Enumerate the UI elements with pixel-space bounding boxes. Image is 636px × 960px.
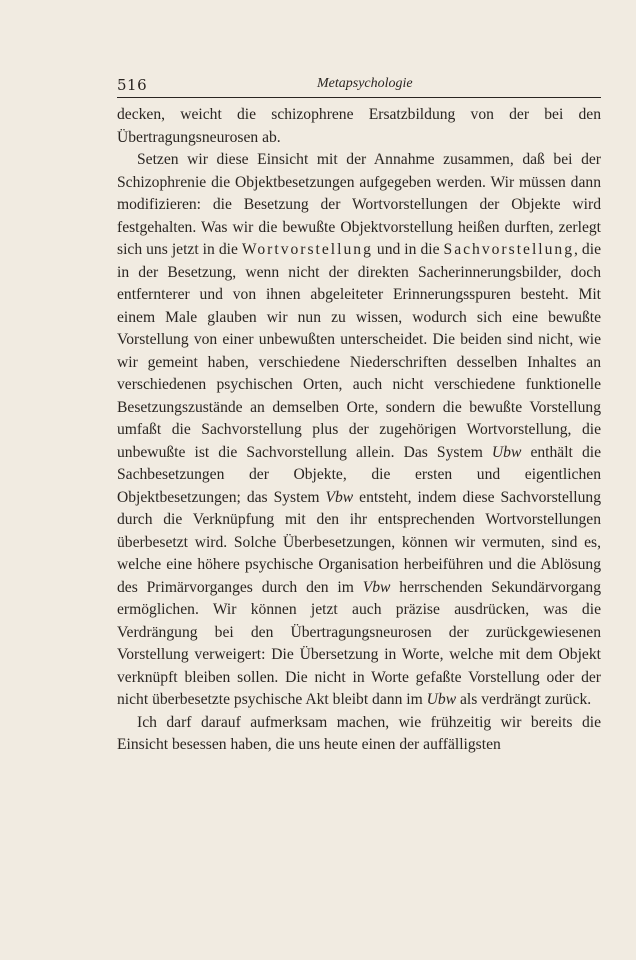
text-run: herrschenden Sekundärvorgang ermöglichen. Wir können jetzt auch präzise ausdrücken, was die Verdrängung bei den Übertragungsneurosen der zurückgewiesenen Vorstellung verweigert: Die Übersetzung in Worte, welche mit dem Objekt verknüpft bleiben sollen. Die nicht in Worte gefaßte Vorstellung oder der nicht überbesetzte psychische Akt bleibt dann im <box>117 578 601 708</box>
text-run: als verdrängt zurück. <box>456 691 592 708</box>
paragraph <box>117 104 601 149</box>
page-number: 516 <box>117 76 148 94</box>
running-title: Metapsychologie <box>317 76 413 91</box>
page-header <box>117 76 601 98</box>
text-run: enthält die Sachbesetzungen der Objekte, die ersten und eigentlichen Objektbesetzungen; das System <box>117 443 602 506</box>
spaced-term: Wortvorstellung <box>241 241 373 258</box>
italic-term: Vbw <box>325 488 354 506</box>
text-run: , die in der Besetzung, wenn nicht der direkten Sacherinnerungsbilder, doch entfernterer und von ihnen abgeleiteter Erinnerungsspuren besteht. Mit einem Male glauben wir nun zu wissen, wodurch sich eine bewußte Vorstellung von einer unbewußten unterscheidet. Die beiden sind nicht, wie wir gemeint haben, verschiedene Niederschriften desselben Inhaltes an verschiedenen psychischen Orten, auch nicht verschiedene funktionelle Besetzungszustände an demselben Orte, sondern die bewußte Vorstellung umfaßt die Sachvorstellung plus der zugehörigen Wortvorstellung, die unbewußte ist die Sachvorstellung allein. Das System <box>117 241 601 461</box>
text-run: und in die <box>372 241 444 258</box>
italic-term: Vbw <box>362 578 391 596</box>
paragraph <box>117 712 601 757</box>
paragraph <box>117 149 601 712</box>
body-text <box>117 104 601 757</box>
text-run: decken, weicht die schizophrene Ersatzbildung von der bei den Übertragungsneurosen ab. <box>117 106 601 146</box>
header-rule <box>117 97 601 98</box>
text-run: entsteht, indem diese Sachvorstellung durch die Verknüpfung mit den ihr entsprechenden Wortvorstellungen überbesetzt wird. Solche Überbesetzungen, können wir vermuten, sind es, welche eine höhere psychische Organisation herbeiführen und die Ablösung des Primärvorganges durch den im <box>117 488 601 596</box>
italic-term: Ubw <box>491 443 522 461</box>
italic-term: Ubw <box>426 691 457 708</box>
text-run: Setzen wir diese Einsicht mit der Annahme zusammen, daß bei der Schizophrenie die Objektbesetzungen aufgegeben werden. Wir müssen dann modifizieren: die Besetzung der Wortvorstellungen der Objekte wird festgehalten. Was wir die bewußte Objektvorstellung heißen durften, zerlegt sich uns jetzt in die <box>117 151 601 258</box>
spaced-term: Sachvorstellung <box>443 241 575 258</box>
text-run: Ich darf darauf aufmerksam machen, wie frühzeitig wir bereits die Einsicht besessen haben, die uns heute einen der auffälligsten <box>117 713 601 753</box>
